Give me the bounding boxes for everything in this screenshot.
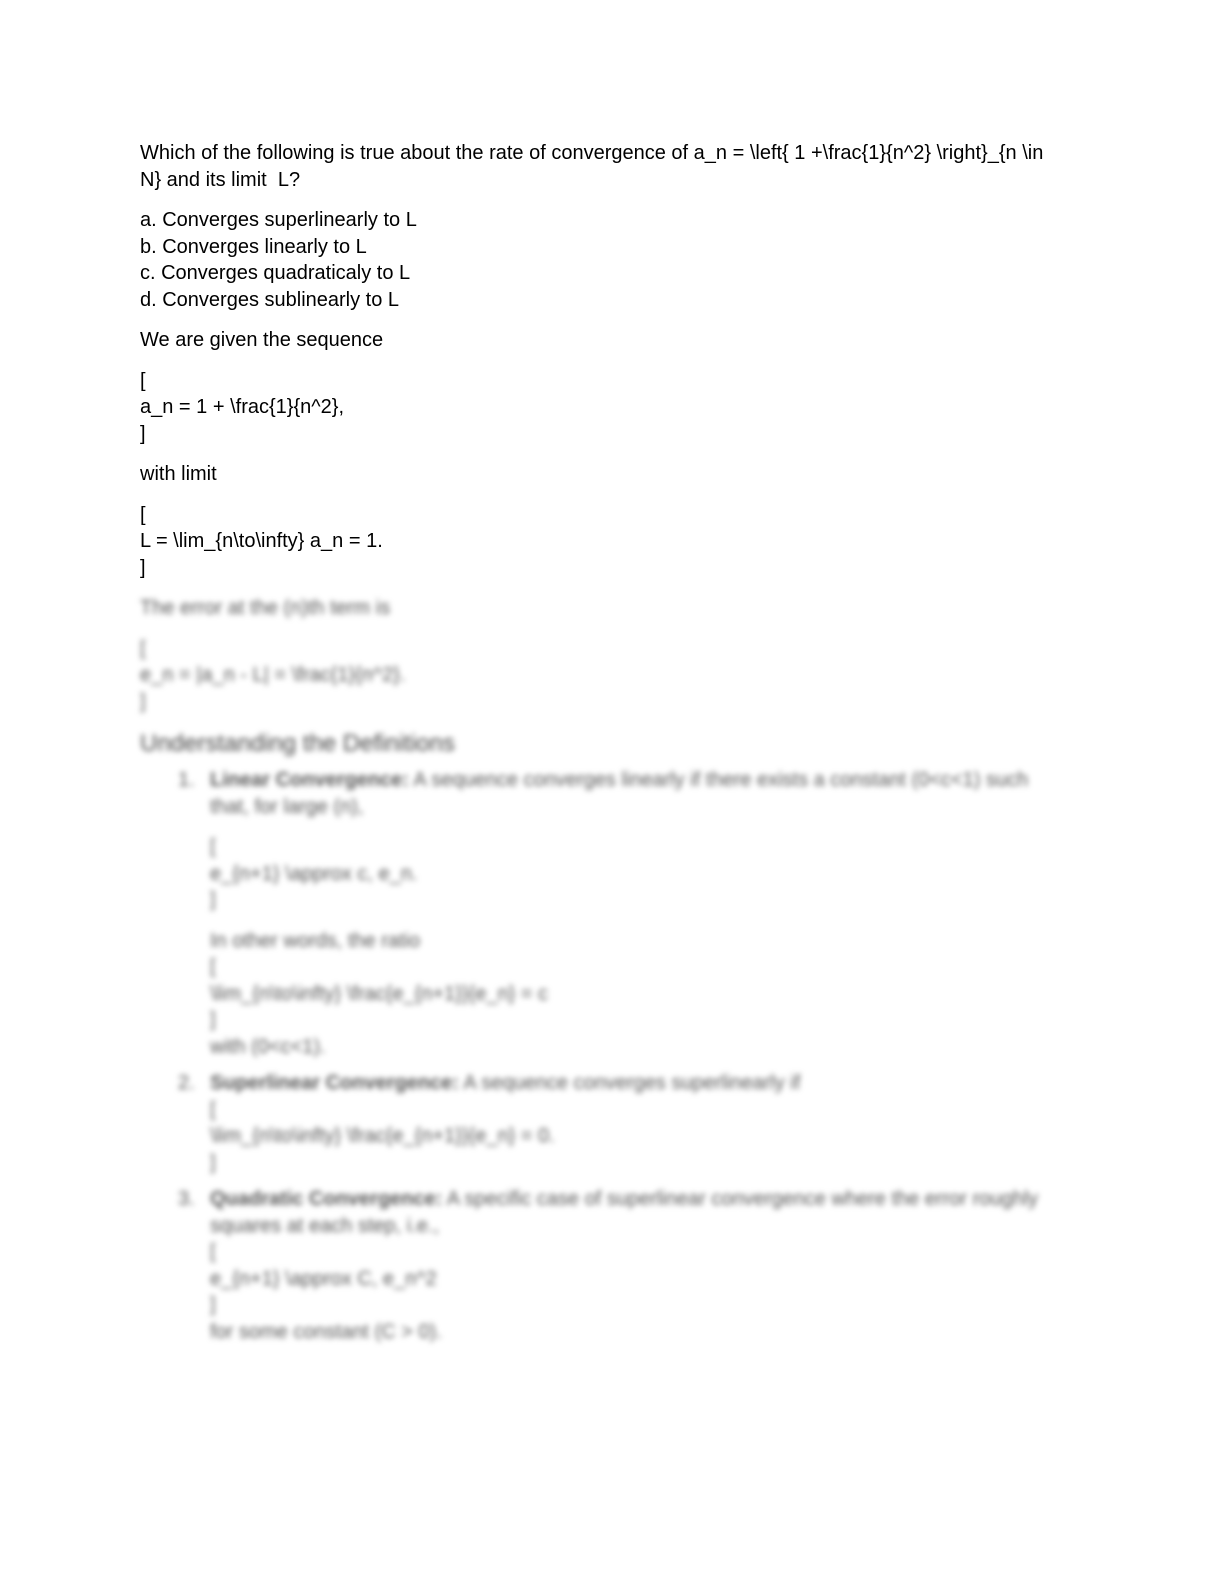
option-c: c. Converges quadraticaly to L	[140, 262, 411, 284]
answer-options	[140, 207, 1080, 313]
definition-text: A specific case of superlinear convergence where the error roughly	[442, 1188, 1039, 1210]
definition-formula: \lim_{n\to\infty} \frac{e_{n+1}}{e_n} = 0.	[210, 1125, 555, 1147]
error-formula-block	[140, 636, 1080, 716]
error-formula: e_n = |a_n - L| = \frac{1}{n^2}.	[140, 664, 406, 686]
sequence-formula: a_n = 1 + \frac{1}{n^2},	[140, 396, 345, 418]
list-number: 2.	[178, 1072, 195, 1094]
bracket-close: ]	[210, 889, 216, 911]
option-d: d. Converges sublinearly to L	[140, 288, 400, 311]
option-b: b. Converges linearly to L	[140, 235, 367, 258]
document-page	[140, 140, 1080, 1355]
definition-term: Quadratic Convergence:	[210, 1188, 443, 1210]
definition-text-2: that, for large (n),	[210, 795, 364, 818]
definition-text: A sequence converges linearly if there exists a constant (0<c<1) such	[408, 769, 1029, 791]
bracket-close: ]	[140, 422, 146, 445]
definition-quadratic	[140, 1186, 1080, 1345]
bracket-open: [	[140, 637, 146, 660]
question-text	[140, 140, 1080, 193]
option-a: a. Converges superlinearly to L	[140, 209, 417, 231]
list-number: 3.	[178, 1188, 195, 1210]
section-heading: Understanding the Definitions	[140, 730, 455, 757]
question-line-1: Which of the following is true about the rate of convergence of a_n = \left{ 1 +\frac{1}{n^2} \right}_{n \in	[140, 142, 1044, 164]
sequence-formula-block	[140, 368, 1080, 448]
definition-term: Linear Convergence:	[210, 769, 409, 791]
bracket-open: [	[140, 369, 146, 392]
bracket-open: [	[210, 1241, 216, 1263]
definition-term: Superlinear Convergence:	[210, 1072, 459, 1094]
definition-formula: e_{n+1} \approx C, e_n^2	[210, 1267, 437, 1290]
bracket-close: ]	[210, 1009, 216, 1031]
bracket-open: [	[210, 836, 216, 858]
list-number: 1.	[178, 769, 195, 791]
given-intro-text: We are given the sequence	[140, 329, 384, 351]
bracket-open: [	[210, 1098, 216, 1121]
definition-formula-2: \lim_{n\to\infty} \frac{e_{n+1}}{e_n} = c	[210, 982, 549, 1005]
limit-intro	[140, 461, 1080, 488]
bracket-close: ]	[140, 556, 146, 579]
error-intro	[140, 595, 1080, 622]
definition-mid-text: In other words, the ratio	[210, 929, 421, 952]
bracket-close: ]	[210, 1294, 216, 1316]
limit-formula: L = \lim_{n\to\infty} a_n = 1.	[140, 530, 383, 552]
definition-tail: with (0<c<1).	[210, 1035, 326, 1058]
bracket-open: [	[210, 956, 216, 978]
limit-intro-text: with limit	[140, 463, 217, 485]
bracket-open: [	[140, 503, 146, 526]
bracket-close: ]	[210, 1151, 216, 1174]
error-intro-text: The error at the (n)th term is	[140, 597, 391, 619]
question-line-2: N} and its limit L?	[140, 168, 301, 191]
definition-formula: e_{n+1} \approx c, e_n.	[210, 862, 418, 885]
blurred-section	[140, 595, 1080, 1345]
bracket-close: ]	[140, 690, 146, 713]
definition-tail: for some constant (C > 0).	[210, 1320, 442, 1343]
limit-formula-block	[140, 502, 1080, 582]
definition-text-2: squares at each step, i.e.,	[210, 1214, 440, 1237]
definition-linear	[140, 767, 1080, 1060]
given-intro	[140, 327, 1080, 354]
definitions-list	[140, 767, 1080, 1345]
definition-text: A sequence converges superlinearly if	[458, 1072, 801, 1094]
definition-superlinear	[140, 1070, 1080, 1176]
